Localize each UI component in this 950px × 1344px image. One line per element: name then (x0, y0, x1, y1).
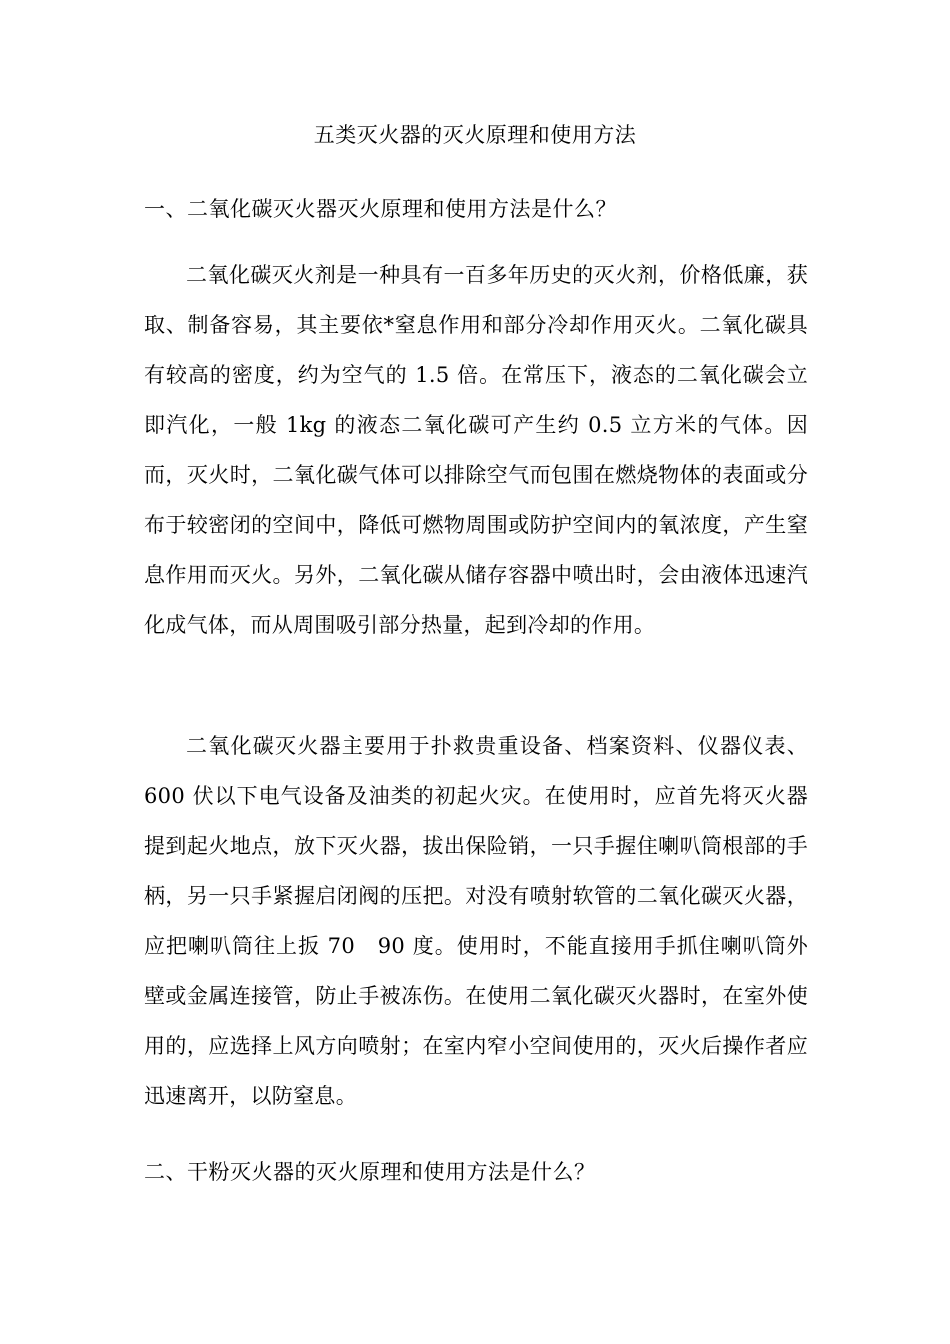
paragraph-co2-usage: 二氧化碳灭火器主要用于扑救贵重设备、档案资料、仪器仪表、600 伏以下电气设备及油类的初起火灾。在使用时，应首先将灭火器提到起火地点，放下灭火器，拔出保险销，一只手握住喇叭筒根部的手柄，另一只手紧握启闭阀的压把。对没有喷射软管的二氧化碳灭火器，应把喇叭筒往上扳 70 90 度。使用时，不能直接用手抓住喇叭筒外壁或金属连接管，防止手被冻伤。在使用二氧化碳灭火器时，在室外使用的，应选择上风方向喷射；在室内窄小空间使用的，灭火后操作者应迅速离开，以防窒息。 (144, 734, 808, 1108)
paragraph-co2-principle: 二氧化碳灭火剂是一种具有一百多年历史的灭火剂，价格低廉，获取、制备容易，其主要依*窒息作用和部分冷却作用灭火。二氧化碳具有较高的密度，约为空气的 1.5 倍。在常压下，液态的二氧化碳会立即汽化，一般 1kg 的液态二氧化碳可产生约 0.5 立方米的气体。因而，灭火时，二氧化碳气体可以排除空气而包围在燃烧物体的表面或分布于较密闭的空间中，降低可燃物周围或防护空间内的氧浓度，产生窒息作用而灭火。另外，二氧化碳从储存容器中喷出时，会由液体迅速汽化成气体，而从周围吸引部分热量，起到冷却的作用。 (144, 263, 808, 637)
section-heading-co2: 一、二氧化碳灭火器灭火原理和使用方法是什么？ (144, 197, 617, 221)
section-heading-dry-powder: 二、干粉灭火器的灭火原理和使用方法是什么？ (144, 1160, 596, 1184)
document-title: 五类灭火器的灭火原理和使用方法 (313, 123, 637, 147)
